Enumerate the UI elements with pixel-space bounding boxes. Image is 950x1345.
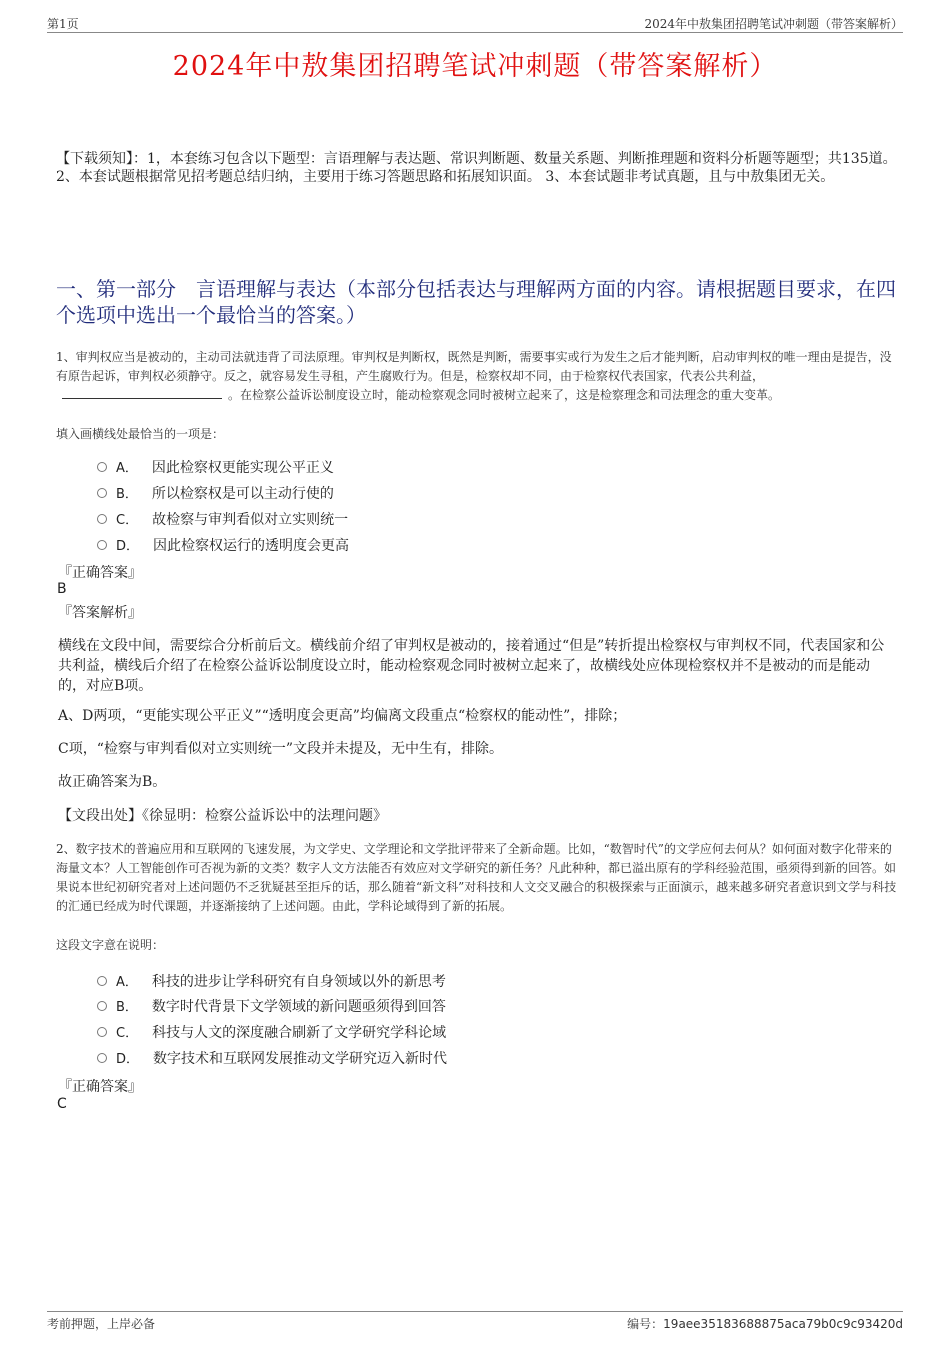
question-1-option-b[interactable]	[97, 483, 334, 503]
option-text: 科技的进步让学科研究有自身领域以外的新思考	[151, 974, 446, 990]
radio-icon[interactable]	[97, 462, 107, 472]
page-number: 第1页	[47, 17, 79, 31]
footer-slogan: 考前押题，上岸必备	[47, 1317, 156, 1331]
option-letter: B．	[116, 487, 138, 502]
question-1-option-c[interactable]	[97, 509, 348, 529]
question-1-answer: B	[57, 581, 67, 597]
footer-code	[627, 1315, 903, 1332]
option-text: 数字技术和互联网发展推动文学研究迈入新时代	[153, 1051, 448, 1067]
radio-icon[interactable]	[97, 1053, 107, 1063]
page-header	[47, 14, 903, 33]
header-doc-title: 2024年中敖集团招聘笔试冲刺题（带答案解析）	[644, 17, 903, 31]
question-1-option-d[interactable]	[97, 535, 349, 555]
question-1-answer-label: 『正确答案』	[58, 565, 142, 581]
question-1-analysis-label: 『答案解析』	[58, 605, 142, 621]
question-1-analysis-paragraph: C项，“检察与审判看似对立实则统一”文段并未提及，无中生有，排除。	[58, 741, 504, 757]
option-text: 因此检察权更能实现公平正义	[151, 460, 334, 476]
radio-icon[interactable]	[97, 488, 107, 498]
question-1-prompt: 填入画横线处最恰当的一项是：	[56, 427, 225, 441]
question-2-answer: C	[57, 1096, 67, 1112]
radio-icon[interactable]	[97, 1027, 107, 1037]
radio-icon[interactable]	[97, 1001, 107, 1011]
question-2-answer-label: 『正确答案』	[58, 1079, 142, 1095]
question-1-source: 【文段出处】《徐显明：检察公益诉讼中的法理问题》	[58, 808, 387, 824]
option-letter: C．	[116, 1026, 139, 1041]
option-letter: C．	[116, 513, 139, 528]
question-1-analysis-paragraph: A、D两项，“更能实现公平正义”“透明度会更高”均偏离文段重点“检察权的能动性”，排除；	[58, 708, 627, 724]
question-1-text-before: 1、审判权应当是被动的，主动司法就违背了司法原理。审判权是判断权，既然是判断，需要事实或行为发生之后才能判断，启动审判权的唯一理由是提告，没有原告起诉，审判权必须静守。反之，就容易发生寻租，产生腐败行为。但是，检察权却不同，由于检察权代表国家，代表公共利益，	[56, 350, 892, 383]
option-letter: D．	[116, 539, 140, 554]
option-text: 因此检察权运行的透明度会更高	[153, 538, 350, 554]
option-text: 科技与人文的深度融合刷新了文学研究学科论域	[152, 1025, 447, 1041]
question-1-text-after: 。在检察公益诉讼制度设立时，能动检察观念同时被树立起来了，这是检察理念和司法理念的重大变革。	[228, 388, 781, 402]
question-2-option-d[interactable]	[97, 1048, 447, 1068]
option-text: 数字时代背景下文学领域的新问题亟须得到回答	[151, 999, 446, 1015]
radio-icon[interactable]	[97, 976, 107, 986]
question-1-text	[56, 348, 898, 405]
question-1-option-a[interactable]	[97, 457, 334, 477]
document-title: 2024年中敖集团招聘笔试冲刺题（带答案解析）	[172, 51, 778, 82]
question-2-option-c[interactable]	[97, 1022, 446, 1042]
radio-icon[interactable]	[97, 540, 107, 550]
section-heading: 一、第一部分 言语理解与表达（本部分包括表达与理解两方面的内容。请根据题目要求，在四个选项中选出一个最恰当的答案。）	[56, 277, 896, 327]
footer-code-value: 19aee35183688875aca79b0c9c93420d	[663, 1317, 903, 1331]
page-footer	[47, 1311, 903, 1332]
question-2-option-b[interactable]	[97, 996, 446, 1016]
question-1-analysis-paragraph: 故正确答案为B。	[58, 774, 167, 790]
download-notice: 【下载须知】：1，本套练习包含以下题型：言语理解与表达题、常识判断题、数量关系题、判断推理题和资料分析题等题型；共135道。 2、本套试题根据常见招考题总结归纳，主要用于练习答题思路和拓展知识面。 3、本套试题非考试真题，且与中敖集团无关。	[56, 151, 897, 185]
question-2-option-a[interactable]	[97, 971, 446, 991]
option-letter: D．	[116, 1052, 140, 1067]
option-letter: B．	[116, 1000, 138, 1015]
option-letter: A．	[116, 975, 138, 990]
option-text: 所以检察权是可以主动行使的	[151, 486, 334, 502]
question-1-analysis-paragraph: 横线在文段中间，需要综合分析前后文。横线前介绍了审判权是被动的，接着通过“但是”转折提出检察权与审判权不同，代表国家和公共利益，横线后介绍了在检察公益诉讼制度设立时，能动检察观念同时被树立起来了，故横线处应体现检察权并不是被动的而是能动的，对应B项。	[58, 638, 885, 694]
option-letter: A．	[116, 461, 138, 476]
footer-code-label: 编号：	[627, 1317, 664, 1331]
radio-icon[interactable]	[97, 514, 107, 524]
question-2-prompt: 这段文字意在说明：	[56, 938, 165, 952]
option-text: 故检察与审判看似对立实则统一	[152, 512, 349, 528]
question-2-text: 2、数字技术的普遍应用和互联网的飞速发展，为文学史、文学理论和文学批评带来了全新命题。比如，“数智时代”的文学应何去何从？如何面对数字化带来的海量文本？人工智能创作可否视为新的文类？数字人文方法能否有效应对文学研究的新任务？凡此种种，都已溢出原有的学科经验范围，亟须得到新的回答。如果说本世纪初研究者对上述问题仍不乏犹疑甚至拒斥的话，那么随着“新文科”对科技和人文交叉融合的积极探索与正面演示，越来越多研究者意识到文学与科技的汇通已经成为时代课题，并逐渐接纳了上述问题。由此，学科论域得到了新的拓展。	[56, 842, 897, 913]
fill-blank-line	[62, 386, 222, 399]
